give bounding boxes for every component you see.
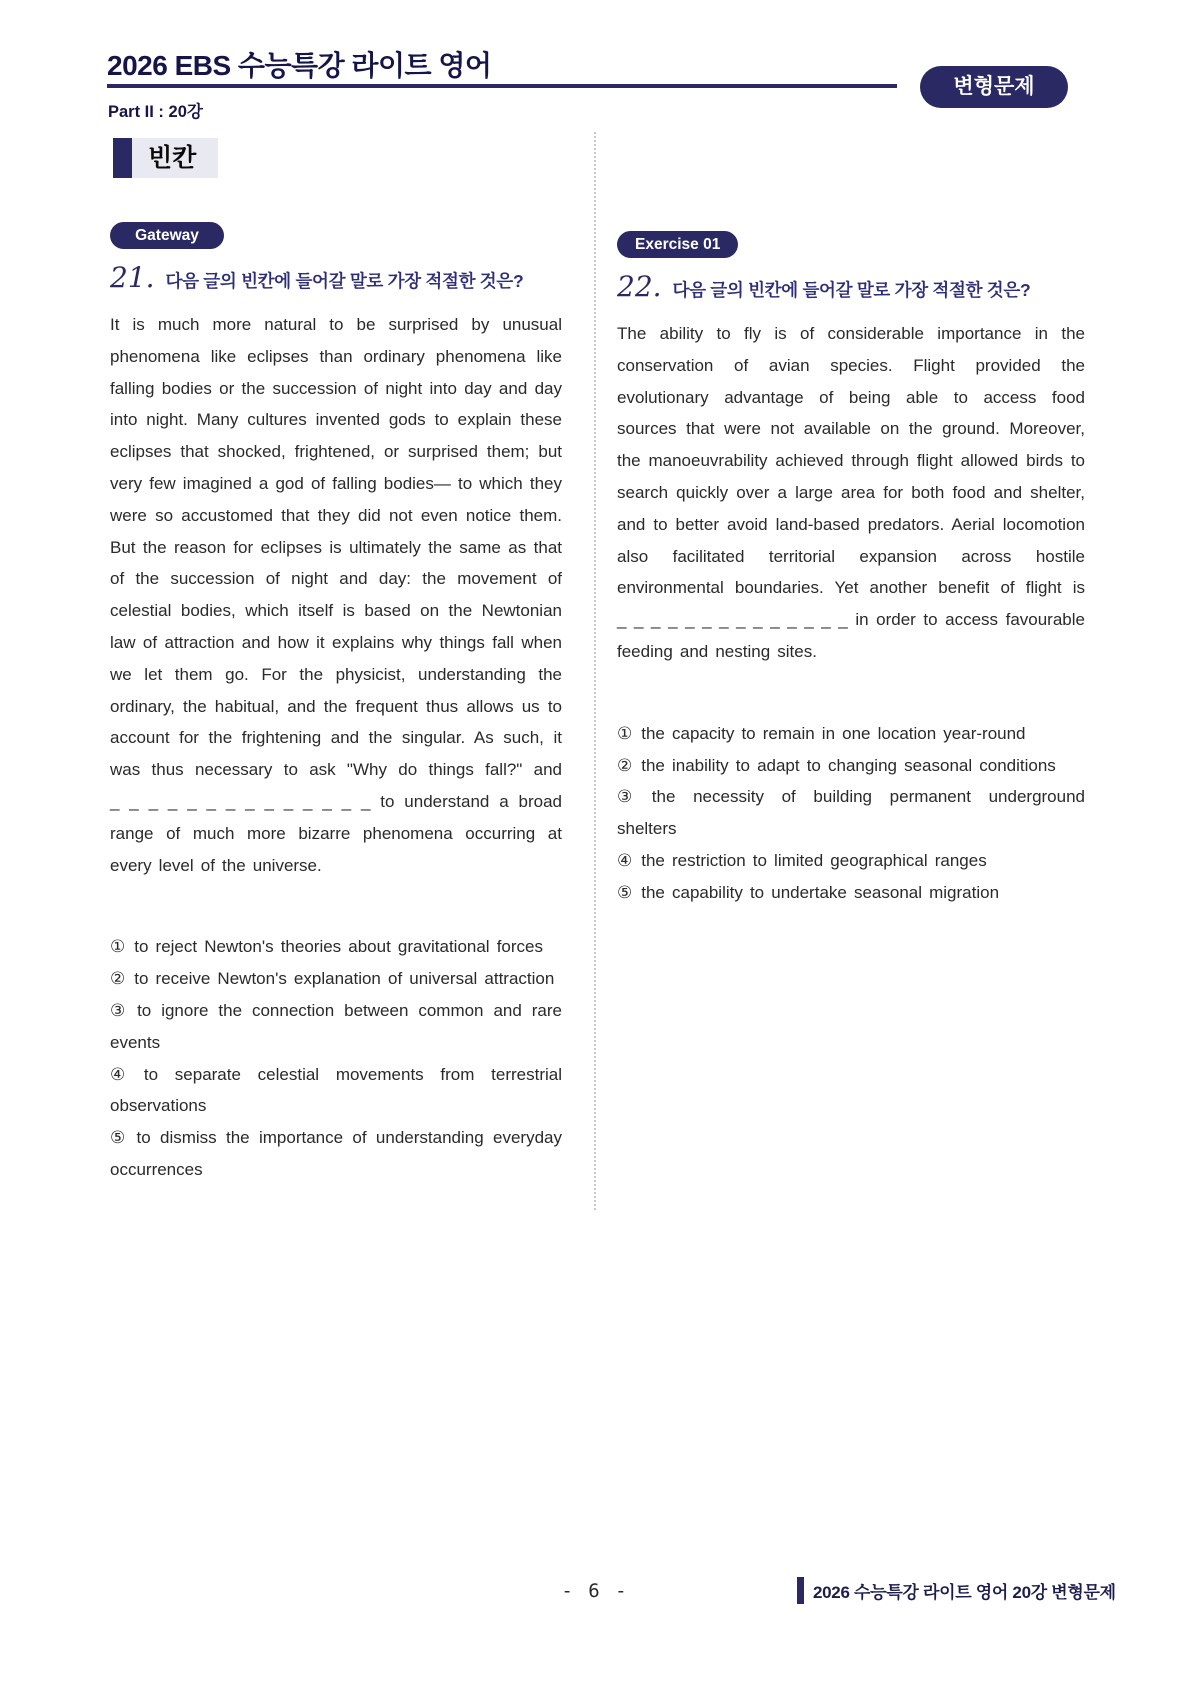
- footer-label: 2026 수능특강 라이트 영어 20강 변형문제: [813, 1583, 1116, 1602]
- option-5-text: to dismiss the importance of understanding everyday occurrences: [110, 1128, 562, 1179]
- question-21-options: [110, 931, 562, 1185]
- option-3-text: to ignore the connection between common and rare events: [110, 1000, 562, 1052]
- option-2: [617, 750, 1085, 782]
- option-4-number: ④: [617, 850, 633, 870]
- option-2-text: to receive Newton's explanation of universal attraction: [134, 969, 555, 989]
- option-2-text: the inability to adapt to changing seasonal conditions: [641, 755, 1056, 775]
- footer-label-group: [797, 1577, 1116, 1604]
- question-22-passage: The ability to fly is of considerable importance in the conservation of avian species. Flight provided the evolutionary advantage of being able to access food sources that were not available on the ground. Moreover, the manoeuvrability achieved through flight allowed birds to search quickly over a large area for both food and shelter, and to better avoid land-based predators. Aerial locomotion also facilitated territorial expansion across hostile environmental boundaries. Yet another benefit of flight is _ _ _ _ _ _ _ _ _ _ _ _ _ _ in order to access favourable feeding and nesting sites.: [617, 324, 1085, 661]
- option-5-text: the capability to undertake seasonal migration: [641, 882, 1000, 902]
- option-2: [110, 963, 562, 995]
- question-21-passage: It is much more natural to be surprised by unusual phenomena like eclipses than ordinary phenomena like falling bodies or the succession of night into day and day into night. Many cultures invented gods to explain these eclipses that shocked, frightened, or surprised them; but very few imagined a god of falling bodies— to which they were so accustomed that they did not even notice them. But the reason for eclipses is ultimately the same as that of the succession of night and day: the movement of celestial bodies, which itself is based on the Newtonian law of attraction and how it explains why things fall when we let them go. For the physicist, understanding the ordinary, the habitual, and the frequent thus allows us to account for the frightening and the singular. As such, it was thus necessary to ask "Why do things fall?" and _ _ _ _ _ _ _ _ _ _ _ _ _ _ to understand a broad range of much more bizarre phenomena occurring at every level of the universe.: [110, 315, 562, 875]
- option-5-number: ⑤: [617, 882, 633, 902]
- option-3-text: the necessity of building permanent underground shelters: [617, 787, 1085, 839]
- part-label: Part II : 20강: [108, 103, 203, 121]
- option-3: [110, 995, 562, 1059]
- option-1-number: ①: [110, 937, 126, 957]
- option-4-number: ④: [110, 1064, 135, 1084]
- option-1: [110, 931, 562, 963]
- page-number: - 6 -: [561, 1580, 629, 1602]
- question-22-heading: [617, 270, 1085, 303]
- exercise-01-badge: Exercise 01: [617, 231, 738, 258]
- question-21-number: 21.: [110, 261, 155, 294]
- option-2-number: ②: [617, 755, 633, 775]
- option-1-text: to reject Newton's theories about gravitational forces: [134, 937, 543, 957]
- option-1-number: ①: [617, 723, 633, 743]
- option-1-text: the capacity to remain in one location year-round: [641, 723, 1026, 743]
- variant-problem-badge: 변형문제: [920, 66, 1068, 108]
- option-1: [617, 718, 1085, 750]
- footer-accent-bar: [797, 1577, 804, 1604]
- gateway-badge: Gateway: [110, 222, 224, 249]
- section-header: [113, 138, 218, 178]
- question-22-prompt: 다음 글의 빈칸에 들어갈 말로 가장 적절한 것은?: [672, 280, 1031, 300]
- option-4: [617, 845, 1085, 877]
- option-5-number: ⑤: [110, 1128, 128, 1148]
- option-2-number: ②: [110, 969, 126, 989]
- option-3-number: ③: [110, 1000, 129, 1020]
- question-22-block: [617, 231, 1085, 909]
- question-21-heading: [110, 261, 562, 294]
- question-22-options: [617, 718, 1085, 909]
- option-3-number: ③: [617, 787, 643, 807]
- header-rule: [107, 84, 897, 88]
- option-3: [617, 781, 1085, 845]
- option-5: [617, 877, 1085, 909]
- column-divider: [594, 132, 596, 1210]
- option-5: [110, 1122, 562, 1186]
- page-title: 2026 EBS 수능특강 라이트 영어: [107, 50, 492, 81]
- question-21-block: [110, 222, 562, 1186]
- question-21-prompt: 다음 글의 빈칸에 들어갈 말로 가장 적절한 것은?: [165, 271, 524, 291]
- option-4: [110, 1059, 562, 1123]
- option-4-text: the restriction to limited geographical ranges: [641, 850, 987, 870]
- question-22-number: 22.: [617, 270, 662, 303]
- section-accent-bar: [113, 138, 132, 178]
- option-4-text: to separate celestial movements from terrestrial observations: [110, 1064, 562, 1116]
- section-title: 빈칸: [132, 138, 218, 178]
